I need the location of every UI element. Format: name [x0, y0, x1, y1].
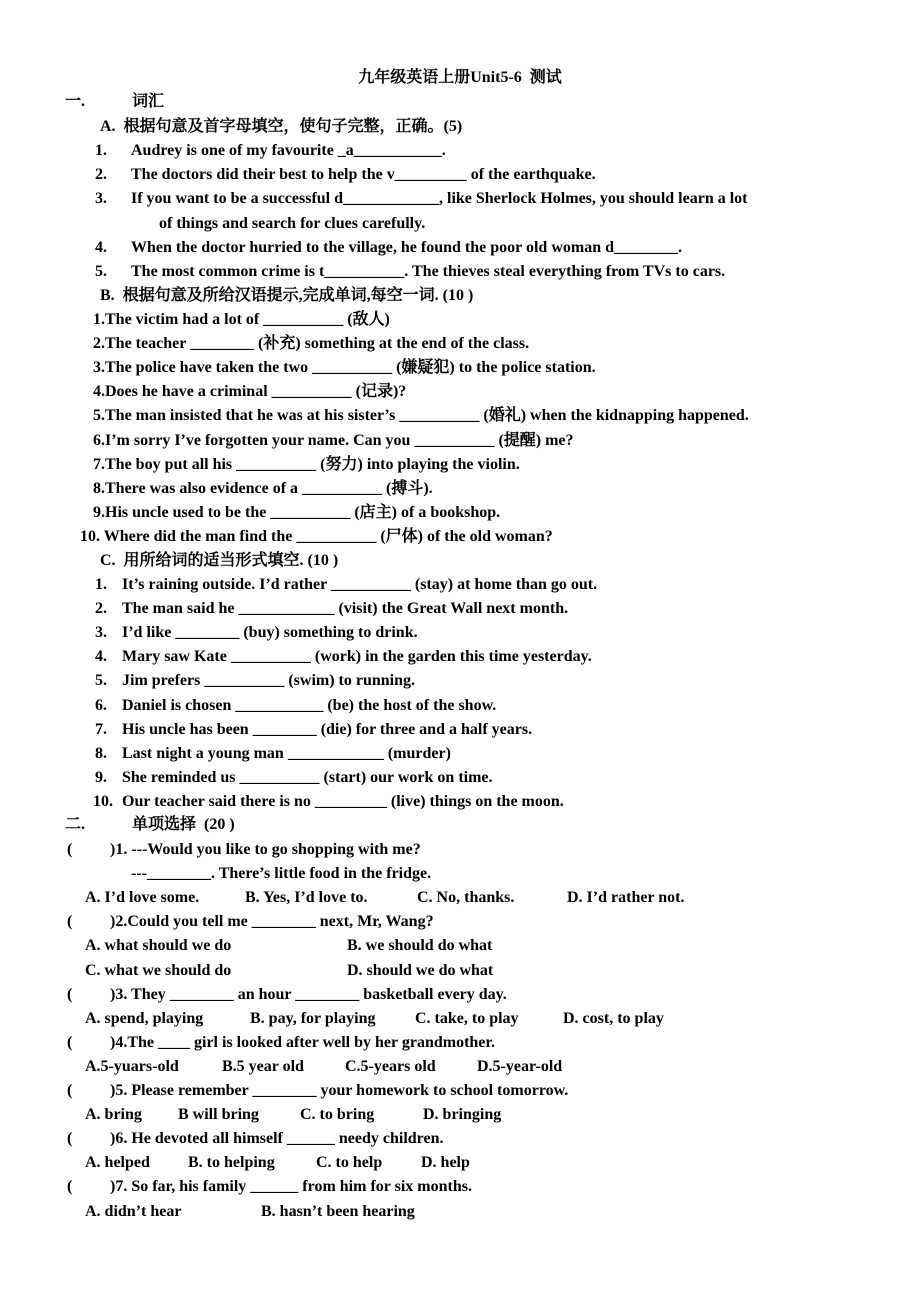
item-text: Jim prefers __________ (swim) to running. [122, 672, 416, 690]
answer-bracket: ( [67, 1178, 73, 1196]
section-heading: 词汇 [132, 93, 165, 110]
item-number: 1. [95, 576, 107, 593]
item-text: 2.The teacher ________ (补充) something at the end of the class. [93, 335, 530, 353]
answer-option: C. to bring [300, 1106, 375, 1124]
answer-option: A.5-yuars-old [85, 1057, 179, 1075]
answer-option: A. helped [85, 1154, 150, 1172]
question-stem: )1. ---Would you like to go shopping with me? [110, 841, 421, 858]
question-stem-continued: ---________. There’s little food in the fridge. [131, 865, 432, 883]
section-number: 一. [65, 93, 86, 110]
item-text: 4.Does he have a criminal __________ (记录)? [93, 383, 407, 401]
item-text: 5.The man insisted that he was at his sister’s __________ (婚礼) when the kidnapping happened. [93, 407, 749, 425]
page-title: 九年级英语上册Unit5-6 测试 [358, 69, 562, 86]
item-number: 4. [95, 238, 107, 256]
answer-option: D. I’d rather not. [567, 889, 685, 907]
item-text: When the doctor hurried to the village, he found the poor old woman d________. [131, 238, 682, 256]
answer-option: B. pay, for playing [250, 1009, 376, 1027]
item-number: 5. [95, 263, 107, 280]
item-text: His uncle has been ________ (die) for three and a half years. [122, 720, 533, 738]
item-text: It’s raining outside. I’d rather __________ (stay) at home than go out. [122, 576, 598, 593]
item-text: 10. Where did the man find the __________ (尸体) of the old woman? [80, 527, 553, 545]
item-text: 7.The boy put all his __________ (努力) into playing the violin. [93, 455, 520, 473]
answer-bracket: ( [67, 1082, 73, 1099]
answer-bracket: ( [67, 1033, 73, 1051]
answer-option: C. what we should do [85, 961, 232, 979]
item-text: Audrey is one of my favourite _a___________. [131, 142, 446, 159]
item-text-continued: of things and search for clues carefully. [159, 214, 426, 232]
answer-option: D. bringing [423, 1106, 502, 1124]
answer-option: B. to helping [188, 1154, 275, 1172]
item-number: 2. [95, 166, 107, 184]
item-text: 9.His uncle used to be the __________ (店主) of a bookshop. [93, 503, 501, 521]
answer-option: D. should we do what [347, 961, 494, 979]
answer-option: B. we should do what [347, 937, 493, 955]
answer-option: A. what should we do [85, 937, 232, 955]
question-stem: )3. They ________ an hour ________ basketball every day. [110, 985, 507, 1003]
answer-bracket: ( [67, 913, 73, 931]
item-text: She reminded us __________ (start) our work on time. [122, 768, 493, 786]
question-stem: )2.Could you tell me ________ next, Mr, Wang? [110, 913, 434, 931]
answer-option: A. didn’t hear [85, 1202, 182, 1220]
item-text: If you want to be a successful d____________, like Sherlock Holmes, you should learn a lot [131, 190, 748, 208]
answer-option: C. No, thanks. [417, 889, 515, 907]
item-number: 4. [95, 648, 107, 666]
answer-option: A. bring [85, 1106, 142, 1124]
answer-option: C. take, to play [415, 1009, 519, 1027]
item-text: The doctors did their best to help the v_________ of the earthquake. [131, 166, 596, 184]
answer-option: B.5 year old [222, 1057, 304, 1075]
item-text: 8.There was also evidence of a __________ (搏斗). [93, 479, 433, 497]
answer-bracket: ( [67, 1130, 73, 1148]
question-stem: )4.The ____ girl is looked after well by her grandmother. [110, 1033, 496, 1051]
item-text: The most common crime is t__________. The thieves steal everything from TVs to cars. [131, 263, 726, 280]
item-text: 3.The police have taken the two __________ (嫌疑犯) to the police station. [93, 359, 596, 377]
answer-option: B. Yes, I’d love to. [245, 889, 368, 907]
question-stem: )6. He devoted all himself ______ needy children. [110, 1130, 444, 1148]
item-text: 1.The victim had a lot of __________ (敌人) [93, 311, 390, 328]
item-number: 2. [95, 600, 107, 618]
answer-option: C.5-years old [345, 1057, 436, 1075]
part-heading: C. 用所给词的适当形式填空. (10 ) [100, 552, 339, 569]
item-text: 6.I’m sorry I’ve forgotten your name. Can you __________ (提醒) me? [93, 431, 574, 449]
item-number: 3. [95, 624, 107, 642]
item-number: 6. [95, 696, 107, 714]
answer-option: A. spend, playing [85, 1009, 204, 1027]
item-text: Last night a young man ____________ (murder) [122, 744, 451, 762]
item-number: 1. [95, 142, 107, 159]
answer-option: B. hasn’t been hearing [261, 1202, 415, 1220]
answer-bracket: ( [67, 841, 73, 858]
item-number: 8. [95, 744, 107, 762]
item-text: Our teacher said there is no _________ (live) things on the moon. [122, 792, 564, 810]
question-stem: )5. Please remember ________ your homework to school tomorrow. [110, 1082, 569, 1099]
item-number: 3. [95, 190, 107, 208]
item-number: 5. [95, 672, 107, 690]
item-number: 9. [95, 768, 107, 786]
part-heading: A. 根据句意及首字母填空，使句子完整，正确。(5) [100, 118, 463, 135]
item-text: The man said he ____________ (visit) the Great Wall next month. [122, 600, 569, 618]
answer-option: D. help [421, 1154, 470, 1172]
answer-option: D.5-year-old [477, 1057, 563, 1075]
item-text: Mary saw Kate __________ (work) in the garden this time yesterday. [122, 648, 592, 666]
answer-option: B will bring [178, 1106, 259, 1124]
item-number: 7. [95, 720, 107, 738]
question-stem: )7. So far, his family ______ from him for six months. [110, 1178, 472, 1196]
part-heading: B. 根据句意及所给汉语提示,完成单词,每空一词. (10 ) [100, 287, 474, 304]
item-number: 10. [93, 792, 113, 810]
answer-option: C. to help [316, 1154, 383, 1172]
answer-bracket: ( [67, 985, 73, 1003]
answer-option: D. cost, to play [563, 1009, 664, 1027]
answer-option: A. I’d love some. [85, 889, 200, 907]
item-text: Daniel is chosen ___________ (be) the host of the show. [122, 696, 497, 714]
section-heading: 单项选择 (20 ) [132, 816, 235, 833]
item-text: I’d like ________ (buy) something to drink. [122, 624, 418, 642]
section-number: 二. [65, 816, 86, 833]
